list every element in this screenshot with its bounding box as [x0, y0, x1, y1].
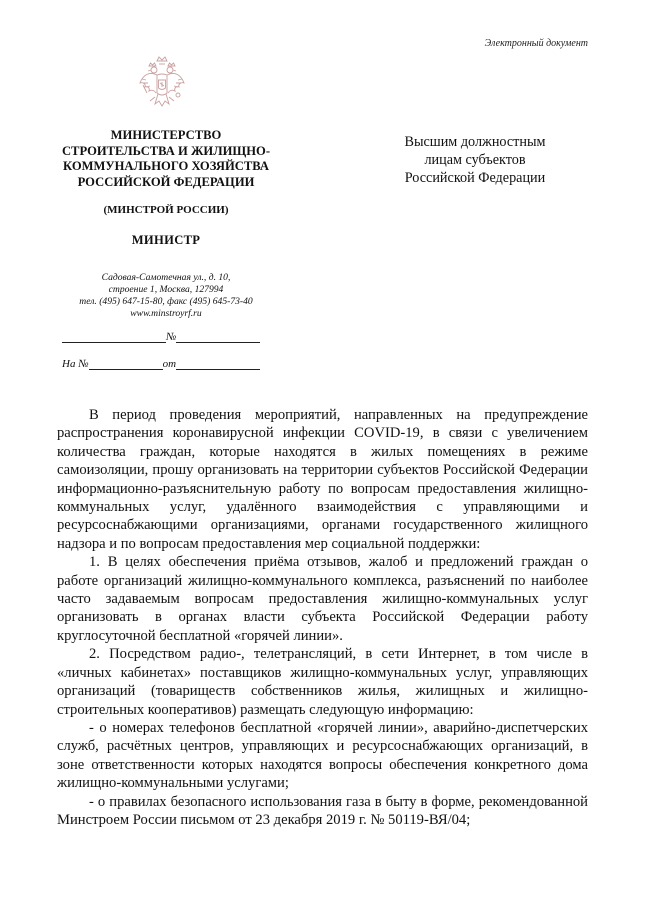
item-2-paragraph: 2. Посредством радио-, телетрансляций, в сети Интернет, в том числе в «личных кабинетах» поставщиков жилищно-коммунальных услуг, управляющих организаций (товариществ собственников жилья, жилищных и жилищно-строительных кооперативов) размещать следующую информацию: — [57, 646, 588, 718]
ministry-line: МИНИСТЕРСТВО — [110, 128, 222, 142]
address-line: Садовая-Самотечная ул., д. 10, — [101, 272, 231, 283]
from-label: от — [162, 358, 177, 370]
website-link[interactable]: www.minstroyrf.ru — [130, 308, 202, 319]
ministry-line: СТРОИТЕЛЬСТВА И ЖИЛИЩНО- — [61, 143, 271, 158]
date-blank — [62, 330, 166, 343]
sender-address — [40, 272, 292, 320]
ministry-name — [40, 128, 292, 190]
number-blank — [176, 330, 260, 343]
item-1-paragraph: 1. В целях обеспечения приёма отзывов, жалоб и предложений граждан о работе организаций жилищно-коммунального комплекса, разъяснений по наиболее часто задаваемым вопросам предоставления жилищно-коммунальных услуг организовать в органах власти субъекта Российской Федерации работу круглосуточной бесплатной «горячей линии». — [57, 554, 588, 644]
letter-body — [57, 406, 588, 829]
on-number-label: На № — [62, 358, 89, 370]
reference-number-line — [62, 357, 260, 370]
reference-date-blank — [176, 357, 260, 370]
bullet-hotline-paragraph: - о номерах телефонов бесплатной «горячей линии», аварийно-диспетчерских служб, расчётных центров, управляющих и ресурсоснабжающих организаций, в зоне ответственности которых находятся вопросы обеспечения конкретного дома жилищно-коммунальными услугами; — [57, 719, 588, 792]
intro-paragraph: В период проведения мероприятий, направленных на предупреждение распространения коронавирусной инфекции COVID-19, в связи с увеличением количества граждан, которые находятся в жилых помещениях в режиме самоизоляции, прошу организовать на территории субъектов Российской Федерации информационно-разъяснительную работу по вопросам предоставления жилищно-коммунальных услуг, удалённого взаимодействия с управляющими и ресурсоснабжающими организациями, органами государственного жилищного надзора и по вопросам предоставления мер социальной поддержки: — [57, 407, 588, 552]
registration-number-line — [62, 330, 260, 343]
electronic-document-label: Электронный документ — [484, 38, 588, 49]
ministry-line: РОССИЙСКОЙ ФЕДЕРАЦИИ — [77, 174, 255, 189]
addressee-line: Российской Федерации — [404, 170, 546, 186]
ministry-short-name: (МИНСТРОЙ РОССИИ) — [103, 204, 229, 216]
addressee-line: Высшим должностным — [404, 134, 546, 150]
number-symbol: № — [166, 331, 177, 343]
russian-coat-of-arms-icon — [137, 53, 187, 113]
ministry-line: КОММУНАЛЬНОГО ХОЗЯЙСТВА — [63, 159, 269, 173]
reference-number-blank — [89, 357, 163, 370]
address-line: тел. (495) 647-15-80, факс (495) 645-73-40 — [79, 296, 253, 307]
addressee-line: лицам субъектов — [424, 152, 526, 168]
address-line: строение 1, Москва, 127994 — [108, 284, 224, 295]
bullet-gas-safety-paragraph: - о правилах безопасного использования газа в быту в форме, рекомендованной Минстроем России письмом от 23 декабря 2019 г. № 50119-ВЯ/04; — [57, 793, 588, 828]
addressee-block — [385, 133, 565, 187]
sender-position: МИНИСТР — [131, 233, 201, 247]
